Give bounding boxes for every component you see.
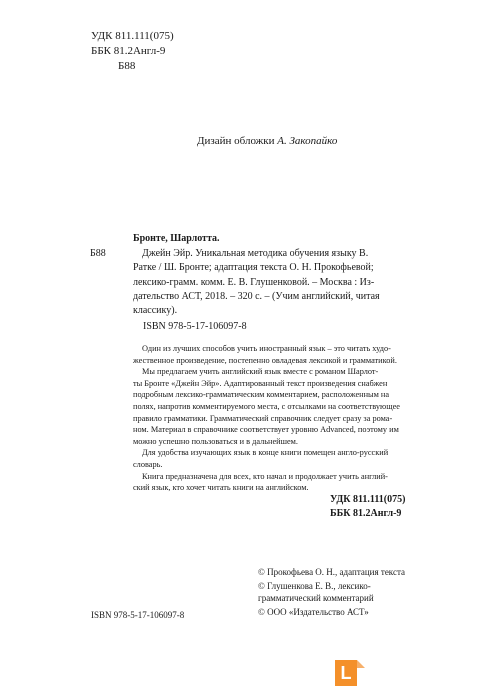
catalog-heading: Бронте, Шарлотта. [133,233,220,244]
annotation-text [133,343,400,494]
isbn-bottom: ISBN 978-5-17-106097-8 [91,610,185,620]
catalog-line: Ратке / Ш. Бронте; адаптация текста О. Н. Прокофьевой; [133,262,374,274]
bbk-code-bottom: ББК 81.2Англ-9 [330,508,402,519]
catalog-mark: Б88 [90,248,106,259]
annotation-line: жественное произведение, постепенно овладевая лексикой и грамматикой. [133,355,397,365]
udk-code-top: УДК 811.111(075) [91,30,174,42]
catalog-line: классику). [133,305,178,317]
bbk-code-top: ББК 81.2Англ-9 [91,45,166,57]
cover-design-label: Дизайн обложки [197,135,278,147]
annotation-line: ты Бронте «Джейн Эйр». Адаптированный текст произведения снабжен [133,378,388,388]
copyright-block [258,566,405,618]
copyright-line: © Глушенкова Е. В., лексико- [258,581,371,591]
annotation-line: ном. Материал в справочнике соответствует уровню Advanced, поэтому им [133,425,399,435]
author-mark-top: Б88 [118,60,136,72]
catalog-line: дательство АСТ, 2018. – 320 с. – (Учим английский, читая [133,290,380,302]
copyright-line: © ООО «Издательство АСТ» [258,607,369,617]
cover-designer-name: А. Закопайко [277,135,338,147]
copyright-line: © Прокофьева О. Н., адаптация текста [258,567,405,577]
cover-design-credit [197,135,337,148]
annotation-line: словарь. [133,459,163,469]
annotation-line: правило грамматики. Грамматический справочник следует сразу за рома- [133,413,393,423]
annotation-line: Книга предназначена для всех, кто начал и продолжает учить англий- [142,471,388,481]
udk-code-bottom: УДК 811.111(075) [330,494,406,505]
annotation-line: Мы предлагаем учить английский язык вместе с романом Шарлот- [142,367,379,377]
publisher-badge: L [335,660,357,686]
annotation-line: можно успешно пользоваться и в дальнейшем. [133,436,298,446]
catalog-isbn: ISBN 978-5-17-106097-8 [143,321,247,332]
annotation-line: Один из лучших способов учить иностранный язык – это читать худо- [142,344,391,353]
catalog-line: Джейн Эйр. Уникальная методика обучения языку В. [142,248,369,259]
catalog-line: лексико-грамм. комм. Е. В. Глушенковой. – Москва : Из- [133,276,375,288]
badge-fold [357,660,365,668]
annotation-line: ский язык, кто хочет читать книги на английском. [133,483,309,493]
copyright-line: грамматический комментарий [258,593,374,603]
annotation-line: подробным лексико-грамматическим комментарием, расположенным на [133,390,390,400]
catalog-description [133,247,380,318]
annotation-line: Для удобства изучающих язык в конце книги помещен англо-русский [142,448,389,458]
annotation-line: полях, напротив комментируемого места, с отсылками на соответствующее [133,401,400,411]
